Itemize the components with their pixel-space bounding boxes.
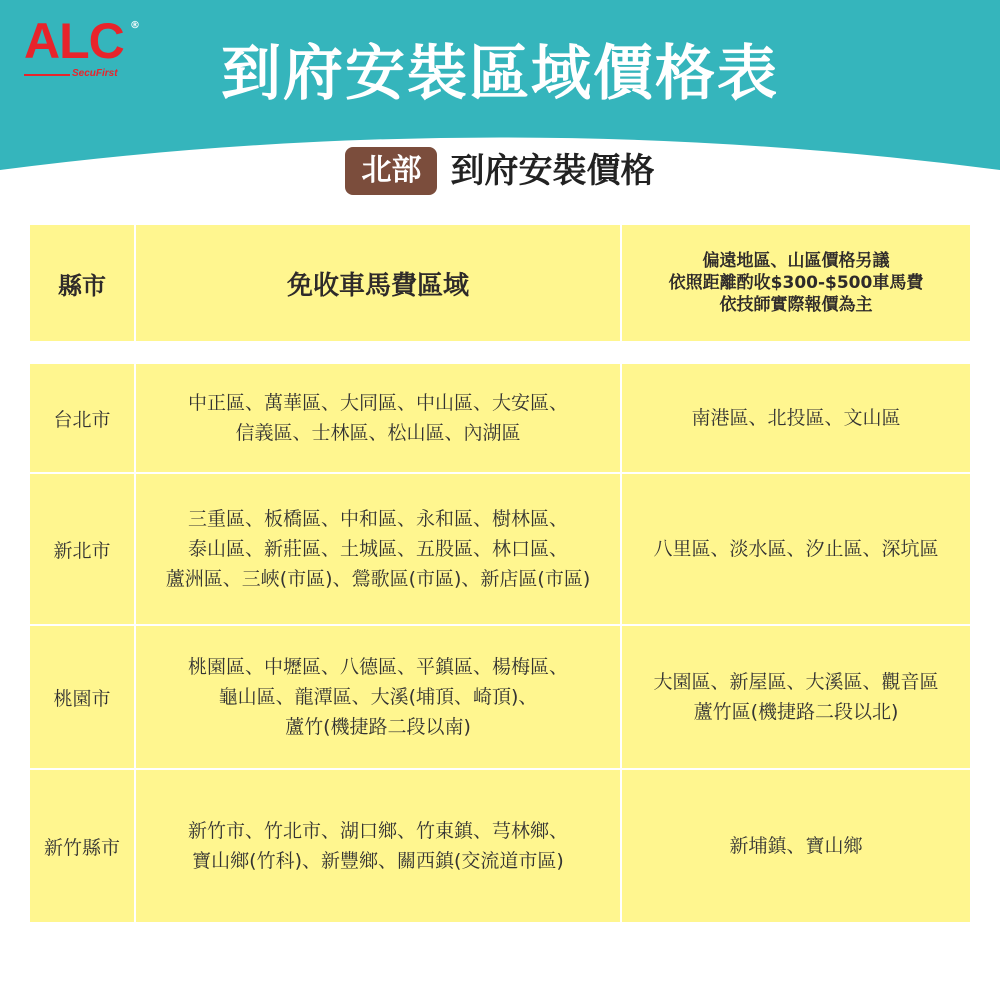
- logo-underline: [24, 74, 70, 76]
- remote-zone-line: 南港區、北投區、文山區: [691, 407, 901, 429]
- free-zone-line: 新竹市、竹北市、湖口鄉、竹東鎮、芎林鄉、: [187, 820, 568, 842]
- free-zone-cell: [136, 770, 622, 922]
- section-subtitle: [0, 147, 1000, 195]
- remote-zone-line: 新埔鎮、寶山鄉: [729, 835, 863, 857]
- logo-tagline: SecuFirst: [72, 68, 118, 79]
- free-zone-line: 桃園區、中壢區、八德區、平鎮區、楊梅區、: [187, 656, 568, 678]
- remote-zone-cell: [622, 626, 970, 770]
- free-zone-line: 泰山區、新莊區、土城區、五股區、林口區、: [187, 538, 568, 560]
- free-zone-line: 中正區、萬華區、大同區、中山區、大安區、: [187, 392, 568, 414]
- county-cell: 新北市: [30, 474, 136, 626]
- page-title: 到府安裝區域價格表: [221, 39, 779, 109]
- free-zone-cell: [136, 364, 622, 474]
- free-zone-line: 蘆洲區、三峽(市區)、鶯歌區(市區)、新店區(市區): [165, 568, 591, 590]
- table-header-row: [30, 225, 970, 341]
- logo-registered-mark: ®: [130, 20, 140, 31]
- header-remote-line: 依照距離酌收$300-$500車馬費: [668, 273, 924, 293]
- county-cell: 桃園市: [30, 626, 136, 770]
- alc-logo: [24, 13, 144, 88]
- free-zone-line: 信義區、士林區、松山區、內湖區: [235, 422, 521, 444]
- free-zone-cell: [136, 626, 622, 770]
- county-cell: 台北市: [30, 364, 136, 474]
- remote-zone-cell: [622, 474, 970, 626]
- header-free-zone: 免收車馬費區域: [136, 225, 622, 341]
- remote-zone-cell: [622, 364, 970, 474]
- free-zone-line: 龜山區、龍潭區、大溪(埔頂、崎頂)、: [218, 686, 538, 708]
- header-remote-line: 依技師實際報價為主: [719, 295, 873, 315]
- free-zone-line: 蘆竹(機捷路二段以南): [285, 716, 471, 738]
- free-zone-line: 三重區、板橋區、中和區、永和區、樹林區、: [187, 508, 568, 530]
- free-zone-cell: [136, 474, 622, 626]
- header-county: 縣市: [30, 225, 136, 341]
- remote-zone-line: 大園區、新屋區、大溪區、觀音區: [653, 671, 939, 693]
- remote-zone-line: 八里區、淡水區、汐止區、深坑區: [653, 538, 939, 560]
- price-table: [30, 364, 970, 922]
- remote-zone-line: 蘆竹區(機捷路二段以北): [693, 701, 899, 723]
- logo-brand: ALC: [24, 13, 124, 69]
- header-remote-zone: [622, 225, 970, 341]
- subtitle-text: 到府安裝價格: [450, 151, 655, 191]
- remote-zone-cell: [622, 770, 970, 922]
- free-zone-line: 寶山鄉(竹科)、新豐鄉、關西鎮(交流道市區): [192, 850, 564, 872]
- header-remote-line: 偏遠地區、山區價格另議: [702, 251, 890, 271]
- region-badge: 北部: [345, 147, 437, 195]
- county-cell: 新竹縣市: [30, 770, 136, 922]
